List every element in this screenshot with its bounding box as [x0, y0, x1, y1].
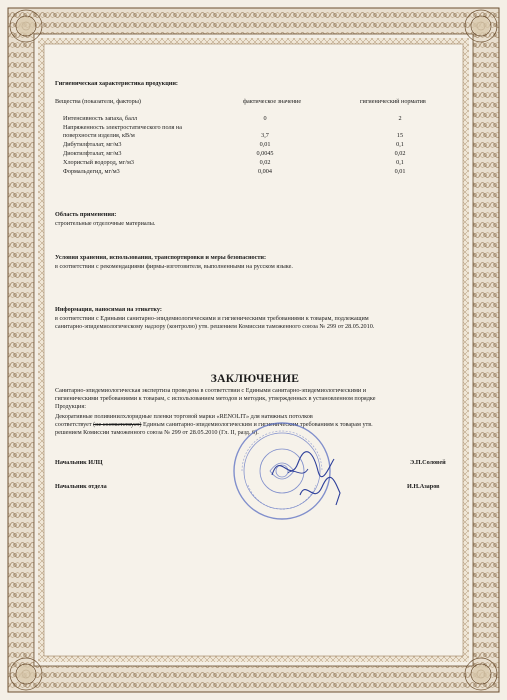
row-norm: 0,1 — [396, 141, 404, 148]
row-norm: 0,02 — [394, 150, 406, 157]
label-line2: санитарно-эпидемиологическому надзору (контролю) утв. решением Комиссии таможенного союза № 299 от 28.05.2010. — [55, 323, 375, 330]
row-name: Интенсивность запаха, балл — [63, 115, 138, 122]
table-row — [55, 150, 455, 159]
conclusion-product-name: Декоративные поливинилхлоридные пленки торговой марки «RENOLIT» для натяжных потолков — [55, 413, 313, 420]
signatory-role-2: Начальник отдела — [55, 483, 107, 490]
table-row — [55, 115, 455, 124]
row-actual: 0,01 — [259, 141, 271, 148]
complies-text: соответствует — [55, 421, 92, 428]
row-norm: 2 — [398, 115, 402, 122]
row-actual: 3,7 — [261, 132, 269, 139]
scope-text: строительные отделочные материалы. — [55, 220, 156, 227]
label-heading: Информация, наносимая на этикетку: — [55, 306, 162, 313]
signatory-name-2: И.Н.Азаров — [407, 483, 440, 490]
not-complies-struck: (не соответствует) — [93, 421, 142, 428]
storage-heading: Условия хранения, использования, транспортировки и меры безопасности: — [55, 254, 267, 261]
hygienic-heading: Гигиеническая характеристика продукции: — [55, 80, 178, 87]
row-actual: 0,02 — [259, 159, 271, 166]
row-norm: 0,01 — [394, 168, 406, 175]
conclusion-line1: Санитарно-эпидемиологическая экспертиза проведена в соответствии с Едиными санитарно-эпидемиологическими и — [55, 387, 367, 394]
signatory-role-1: Начальник ИЛЦ — [55, 459, 103, 466]
row-name: Формальдегид, мг/м3 — [63, 168, 120, 175]
storage-text: в соответствии с рекомендациями фирмы-изготовителя, выполненными на русском языке. — [55, 263, 293, 270]
table-row — [55, 159, 455, 168]
row-actual: 0,0045 — [256, 150, 274, 157]
table-row — [55, 168, 455, 177]
row-norm: 0,1 — [396, 159, 404, 166]
scope-heading: Область применения: — [55, 211, 117, 218]
column-substance: Вещества (показатели, факторы) — [55, 98, 141, 105]
row-name: Диоктилфталат, мг/м3 — [63, 150, 122, 157]
column-actual: фактическое значение — [243, 98, 302, 105]
conclusion-line2: гигиеническими требованиями к товарам, с использованием методов и методик, утвержденных в установленном порядке — [55, 395, 376, 402]
row-name: Дибутилфталат, мг/м3 — [63, 141, 122, 148]
table-row — [55, 132, 455, 141]
signature-2 — [296, 475, 346, 515]
row-actual: 0,004 — [258, 168, 272, 175]
conclusion-resolution: решением Комиссии таможенного союза № 299 от 28.05.2010 (Гл. II, разд. 6). — [55, 429, 259, 436]
row-name-line2: поверхности изделия, кВ/м — [63, 132, 135, 139]
table-row — [55, 141, 455, 150]
row-name-line1: Напряженность электростатического поля на — [63, 124, 182, 131]
row-norm: 15 — [396, 132, 404, 139]
row-actual: 0 — [263, 115, 267, 122]
label-line1: в соответствии с Едиными санитарно-эпидемиологическими и гигиеническими требованиями к товарам, подлежащим — [55, 315, 369, 322]
row-name: Хлористый водород, мг/м3 — [63, 159, 134, 166]
signatory-name-1: Э.П.Соловей — [410, 459, 446, 466]
compliance-rest: Единым санитарно-эпидемиологическим и гигиеническим требованиям к товарам утв. — [143, 421, 373, 428]
conclusion-product-label: Продукция: — [55, 403, 86, 410]
conclusion-title: ЗАКЛЮЧЕНИЕ — [210, 373, 300, 385]
column-norm: гигиенический норматив — [360, 98, 426, 105]
